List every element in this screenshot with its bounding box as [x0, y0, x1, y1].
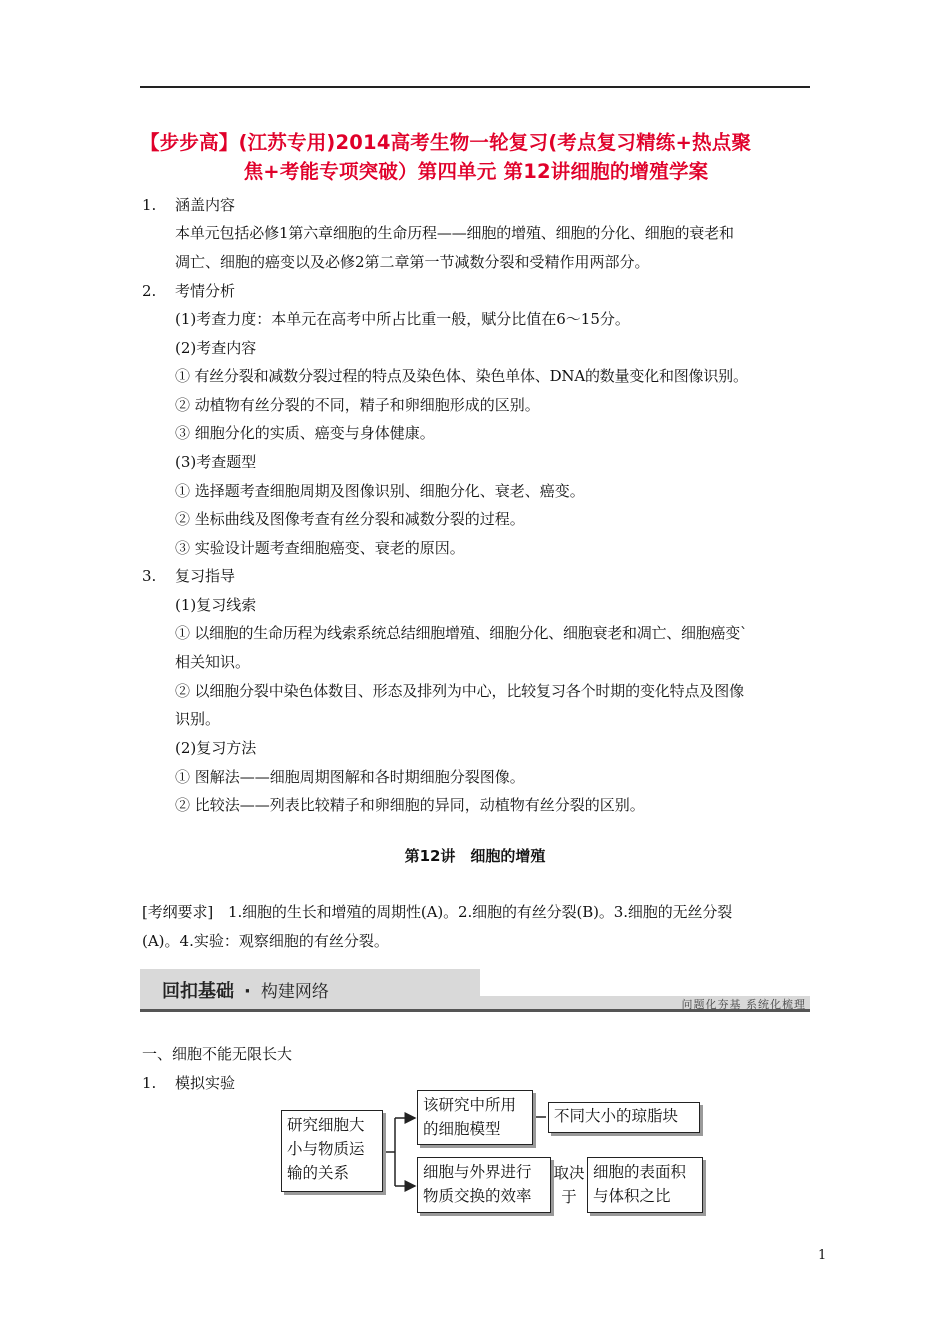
analysis-line: ① 选择题考查细胞周期及图像识别、细胞分化、衰老、癌变。: [175, 482, 585, 500]
section-heading: 考情分析: [175, 282, 236, 300]
section-number: 1.: [142, 196, 157, 214]
section-number: 3.: [142, 567, 157, 585]
requirements-line: (A)。4.实验：观察细胞的有丝分裂。: [142, 932, 389, 950]
part-heading: 一、细胞不能无限长大: [142, 1045, 293, 1063]
guide-line: (2)复习方法: [175, 739, 257, 757]
title-line-2: 焦+考能专项突破）第四单元 第12讲细胞的增殖学案: [243, 160, 709, 183]
sub-heading: 模拟实验: [175, 1074, 236, 1092]
guide-line: ② 比较法——列表比较精子和卵细胞的异同，动植物有丝分裂的区别。: [175, 796, 645, 814]
analysis-line: (2)考查内容: [175, 339, 257, 357]
analysis-line: ② 坐标曲线及图像考查有丝分裂和减数分裂的过程。: [175, 510, 525, 528]
guide-line: ② 以细胞分裂中染色体数目、形态及排列为中心，比较复习各个时期的变化特点及图像: [175, 682, 744, 700]
section-heading: 涵盖内容: [175, 196, 236, 214]
banner-title: 回扣基础 · 构建网络: [162, 981, 329, 1002]
analysis-line: ① 有丝分裂和减数分裂过程的特点及染色体、染色单体、DNA的数量变化和图像识别。: [175, 367, 748, 385]
requirements-line: [考纲要求] 1.细胞的生长和增殖的周期性(A)。2.细胞的有丝分裂(B)。3.细胞的无丝分裂: [142, 903, 733, 921]
analysis-line: ③ 细胞分化的实质、癌变与身体健康。: [175, 424, 435, 442]
section-number: 1.: [142, 1074, 157, 1092]
diagram-ratio-box: 细胞的表面积 与体积之比: [587, 1157, 703, 1213]
banner-subtitle: 问题化夯基 系统化梳理: [681, 998, 806, 1011]
guide-line: 相关知识。: [175, 653, 251, 671]
diagram-efficiency-box: 细胞与外界进行 物质交换的效率: [417, 1157, 551, 1213]
coverage-line: 凋亡、细胞的癌变以及必修2第二章第一节减数分裂和受精作用两部分。: [175, 253, 650, 271]
diagram-root-box: 研究细胞大 小与物质运 输的关系: [281, 1110, 383, 1192]
page-number: 1: [818, 1248, 827, 1263]
guide-line: ① 以细胞的生命历程为线索系统总结细胞增殖、细胞分化、细胞衰老和凋亡、细胞癌变`: [175, 624, 748, 642]
diagram-link-label: 取决 于: [553, 1164, 585, 1206]
section-heading: 复习指导: [175, 567, 236, 585]
guide-line: ① 图解法——细胞周期图解和各时期细胞分裂图像。: [175, 768, 525, 786]
lecture-title: 第12讲 细胞的增殖: [404, 847, 546, 865]
section-number: 2.: [142, 282, 157, 300]
guide-line: (1)复习线索: [175, 596, 257, 614]
guide-line: 识别。: [175, 710, 221, 728]
title-line-1: 【步步高】(江苏专用)2014高考生物一轮复习(考点复习精练+热点聚: [140, 131, 752, 154]
coverage-line: 本单元包括必修1第六章细胞的生命历程——细胞的增殖、细胞的分化、细胞的衰老和: [175, 224, 734, 242]
diagram-model-box: 该研究中所用 的细胞模型: [417, 1090, 533, 1145]
diagram-agar-box: 不同大小的琼脂块: [548, 1102, 700, 1133]
analysis-line: ② 动植物有丝分裂的不同，精子和卵细胞形成的区别。: [175, 396, 540, 414]
analysis-line: (3)考查题型: [175, 453, 257, 471]
analysis-line: (1)考查力度：本单元在高考中所占比重一般，赋分比值在6～15分。: [175, 310, 630, 328]
analysis-line: ③ 实验设计题考查细胞癌变、衰老的原因。: [175, 539, 465, 557]
